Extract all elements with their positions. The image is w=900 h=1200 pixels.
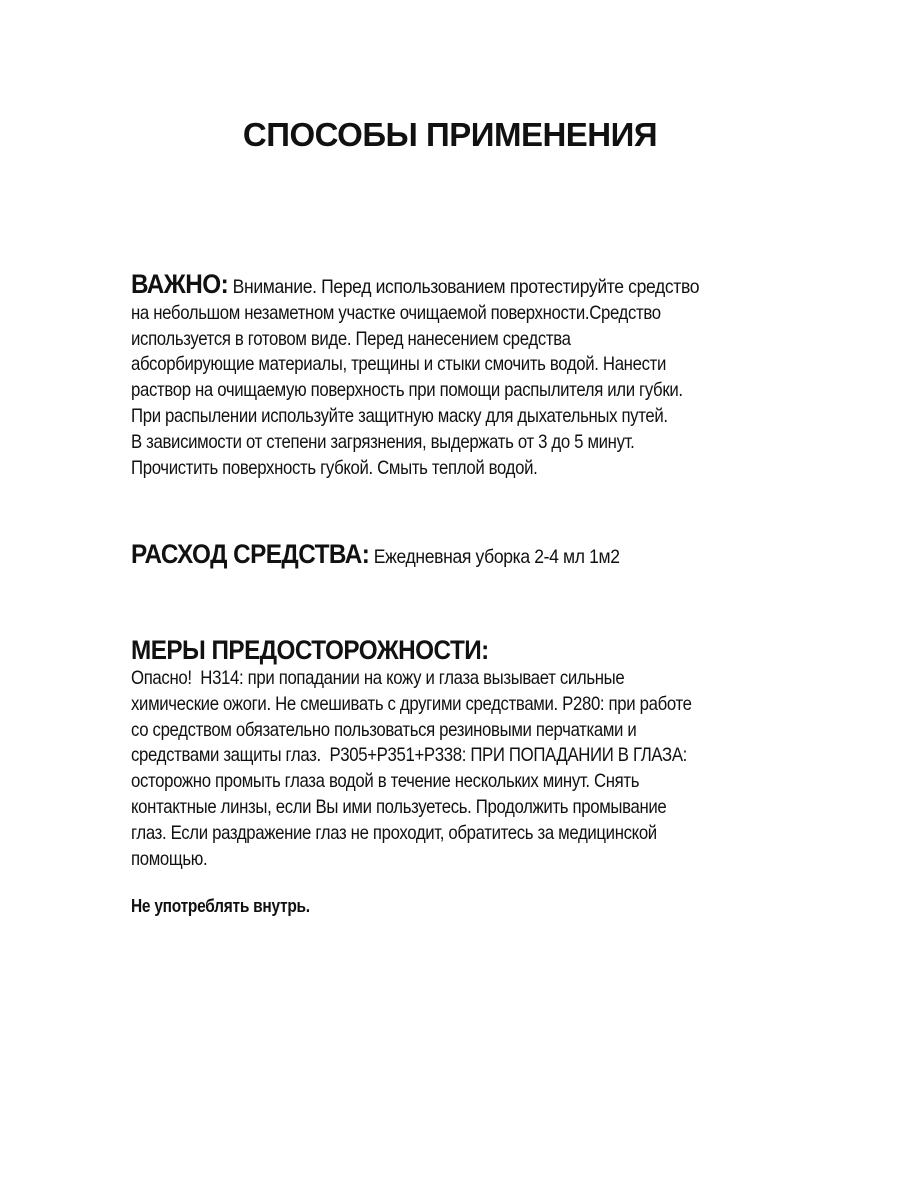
important-line-4 (131, 378, 772, 404)
important-text: Прочистить поверхность губкой. Смыть теплой водой. (131, 456, 538, 479)
important-text: на небольшом незаметном участке очищаемой поверхности.Средство (131, 301, 661, 324)
precautions-line-5 (131, 795, 783, 821)
precautions-text: осторожно промыть глаза водой в течение нескольких минут. Снять (131, 770, 640, 793)
warning-text: Не употреблять внутрь. (131, 896, 310, 917)
precautions-line-1 (131, 692, 783, 718)
important-line-2 (131, 327, 772, 353)
important-line-5 (131, 404, 772, 430)
page-title: СПОСОБЫ ПРИМЕНЕНИЯ (242, 116, 658, 153)
precautions-text: контактные линзы, если Вы ими пользуетесь. Продолжить промывание (131, 795, 667, 818)
precautions-text: глаз. Если раздражение глаз не проходит, обратитесь за медицинской (131, 821, 657, 844)
important-text: раствор на очищаемую поверхность при помощи распылителя или губки. (131, 379, 683, 402)
consumption-text: Ежедневная уборка 2-4 мл 1м2 (373, 546, 620, 568)
important-section (131, 269, 772, 481)
important-line-6 (131, 430, 772, 456)
precautions-line-3 (131, 743, 783, 769)
precautions-text: химические ожоги. Не смешивать с другими средствами. P280: при работе (131, 692, 692, 715)
precautions-line-2 (131, 718, 783, 744)
important-line-7 (131, 456, 772, 482)
precautions-section (131, 634, 783, 920)
important-line-1 (131, 301, 772, 327)
important-line-0 (131, 269, 772, 301)
consumption-line (131, 539, 674, 571)
precautions-heading (131, 634, 783, 666)
important-text: При распылении используйте защитную маску для дыхательных путей. (131, 404, 668, 427)
important-text: В зависимости от степени загрязнения, выдержать от 3 до 5 минут. (131, 430, 635, 453)
precautions-line-0 (131, 666, 783, 692)
consumption-label: РАСХОД СРЕДСТВА: (131, 539, 370, 569)
important-line-3 (131, 352, 772, 378)
important-text: абсорбирующие материалы, трещины и стыки смочить водой. Нанести (131, 353, 666, 376)
important-text: Внимание. Перед использованием протестируйте средство (232, 276, 700, 298)
consumption-section (131, 539, 674, 571)
precautions-text: средствами защиты глаз. P305+P351+P338: ПРИ ПОПАДАНИИ В ГЛАЗА: (131, 744, 688, 767)
important-label: ВАЖНО: (131, 269, 229, 299)
precautions-text: Опасно! H314: при попадании на кожу и глаза вызывает сильные (131, 667, 625, 689)
precautions-text: помощью. (131, 847, 208, 870)
precautions-label: МЕРЫ ПРЕДОСТОРОЖНОСТИ: (131, 635, 489, 665)
precautions-line-7 (131, 847, 783, 873)
important-text: используется в готовом виде. Перед нанесением средства (131, 327, 571, 350)
warning-line (131, 894, 783, 920)
precautions-line-6 (131, 821, 783, 847)
precautions-text: со средством обязательно пользоваться резиновыми перчатками и (131, 718, 637, 741)
precautions-line-4 (131, 769, 783, 795)
